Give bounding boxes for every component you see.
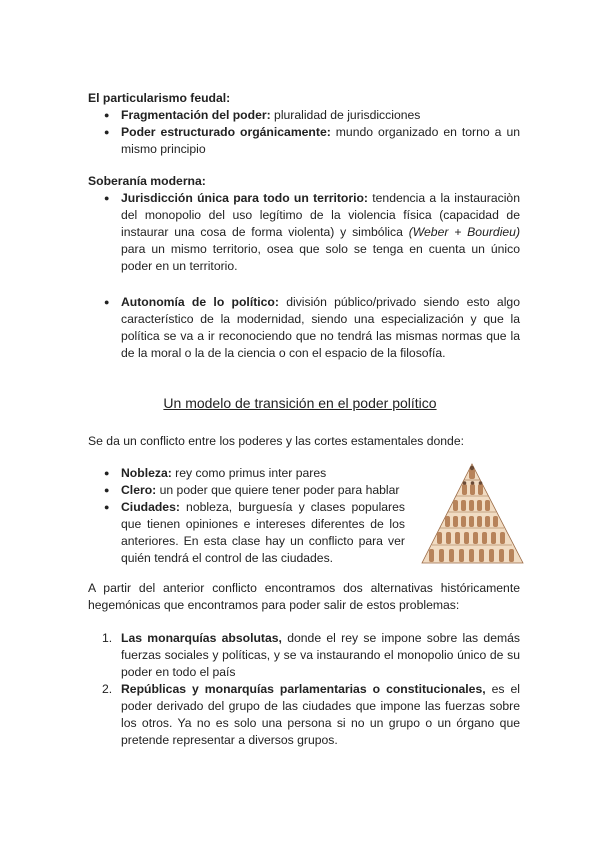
term: Fragmentación del poder: — [121, 108, 271, 122]
term: Autonomía de lo político: — [121, 295, 279, 309]
list-item — [121, 482, 405, 499]
conclusion-paragraph: A partir del anterior conflicto encontramos dos alternativas históricamente hegemónicas que encontramos para poder salir de estos problemas: — [88, 581, 520, 612]
definition: división público/privado siendo esto algo característico de la modernidad, siendo una especialización y que la política se va a ir reconociendo que no tendrá las mismas normas que la de la moral o la de la ciencia o con el espacio de la filosofía. — [121, 295, 520, 360]
item-number: 1. — [102, 631, 113, 645]
term: Jurisdicción única para todo un territorio: — [121, 191, 368, 205]
intro-paragraph: Se da un conflicto entre los poderes y las cortes estamentales donde: — [88, 434, 465, 448]
list-item — [121, 124, 520, 158]
term: Poder estructurado orgánicamente: — [121, 125, 331, 139]
section-title: Un modelo de transición en el poder político — [163, 395, 437, 411]
term: Repúblicas y monarquías parlamentarias o constitucionales, — [121, 682, 486, 696]
list-item — [102, 681, 520, 749]
term: Las monarquías absolutas, — [121, 631, 282, 645]
definition: pluralidad de jurisdicciones — [270, 108, 421, 122]
term: Ciudades: — [121, 500, 180, 514]
term: Clero: — [121, 483, 157, 497]
soberania-list-2 — [121, 294, 520, 362]
list-item — [121, 190, 520, 275]
heading-soberania: Soberanía moderna: — [88, 174, 206, 188]
list-item — [102, 630, 520, 681]
definition: un poder que quiere tener poder para hablar — [156, 483, 400, 497]
definition: es el poder derivado del grupo de las ciudades que impone las fuerzas sobre los otros. Ya no es solo una persona si no un grupo o un órgano que pretende representar a diversos grupos. — [121, 682, 520, 747]
term: Nobleza: — [121, 466, 172, 480]
heading-feudal: El particularismo feudal: — [88, 91, 231, 105]
list-item — [121, 294, 520, 362]
feudal-list — [121, 107, 520, 158]
definition: donde el rey se impone sobre las demás fuerzas sociales y políticas, y se va instaurando el monopolio único de su poder en todo el país — [121, 631, 520, 679]
estamentos-list — [121, 465, 405, 567]
soberania-list — [121, 190, 520, 275]
definition: nobleza, burguesía y clases populares que tienen opiniones e intereses diferentes de los anteriores. En esta clase hay un conflicto para ver quién tendrá el control de las ciudades. — [121, 500, 405, 565]
definition: mundo organizado en torno a un mismo principio — [121, 125, 520, 156]
definition-cont: para un mismo territorio, osea que solo se tenga en cuenta un único poder en un territorio. — [121, 242, 520, 273]
alternatives-list — [102, 630, 520, 749]
list-item — [121, 465, 405, 482]
definition: rey como primus inter pares — [171, 466, 327, 480]
item-number: 2. — [102, 682, 113, 696]
list-item — [121, 499, 405, 567]
definition: tendencia a la instauraciòn del monopolio del uso legítimo de la violencia física (capacidad de instaurar una cosa de forma violenta) y simbólica — [121, 191, 520, 239]
list-item — [121, 107, 520, 124]
social-pyramid-illustration — [420, 462, 525, 565]
citation: (Weber + Bourdieu) — [408, 225, 521, 239]
